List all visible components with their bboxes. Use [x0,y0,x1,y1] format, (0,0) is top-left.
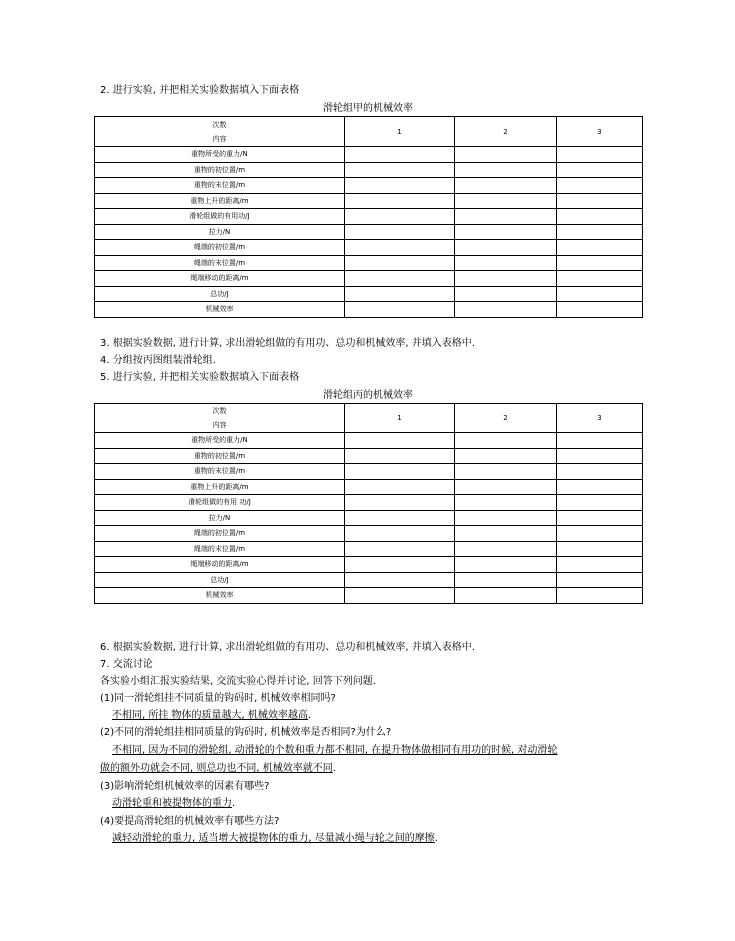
answer-4-period: . [434,833,438,844]
empty-data-cell [557,147,643,163]
empty-data-cell [557,495,643,511]
empty-data-cell [557,193,643,209]
table-header-row [95,404,643,433]
column-header-1: 1 [345,404,455,433]
empty-data-cell [557,526,643,542]
answer-1-line [100,709,311,722]
table-row [95,433,643,449]
table-row [95,448,643,464]
empty-data-cell [345,240,455,256]
table-row [95,541,643,557]
row-label: 绳端移动的距离/m [95,271,345,287]
empty-data-cell [557,572,643,588]
empty-data-cell [345,302,455,318]
answer-3: 动滑轮重和被提物体的重力 [112,798,232,809]
empty-data-cell [345,286,455,302]
empty-data-cell [345,147,455,163]
empty-data-cell [345,255,455,271]
empty-data-cell [557,271,643,287]
row-label: 滑轮组做的有用 功/J [95,495,345,511]
table-b-caption: 滑轮组丙的机械效率 [323,390,413,401]
column-header-3: 3 [557,404,643,433]
empty-data-cell [345,448,455,464]
empty-data-cell [455,147,557,163]
step-7-text: 7. 交流讨论 [100,659,153,670]
table-row [95,255,643,271]
empty-data-cell [345,162,455,178]
answer-4: 减轻动滑轮的重力, 适当增大被提物体的重力, 尽量减小绳与轮之间的摩擦 [112,833,435,844]
step-3-text: 3. 根据实验数据, 进行计算, 求出滑轮组做的有用功、总功和机械效率, 并填入表格中. [100,338,475,349]
table-row [95,286,643,302]
empty-data-cell [557,286,643,302]
question-4: (4)要提高滑轮组的机械效率有哪些方法? [100,816,280,827]
empty-data-cell [455,433,557,449]
table-row [95,224,643,240]
empty-data-cell [455,178,557,194]
step-4-text: 4. 分组按丙图组装滑轮组. [100,355,216,366]
row-label: 重物的初位置/m [95,448,345,464]
header-cell [95,404,345,433]
empty-data-cell [455,302,557,318]
table-a [94,116,643,318]
table-row [95,302,643,318]
empty-data-cell [455,271,557,287]
empty-data-cell [557,224,643,240]
empty-data-cell [345,557,455,573]
question-1: (1)同一滑轮组挂不同质量的钩码时, 机械效率相同吗? [100,693,336,704]
empty-data-cell [557,255,643,271]
answer-2-part-1: 不相同, 因为不同的滑轮组, 动滑轮的个数和重力都不相同, 在提升物体做相同有用功的时候, 对动滑轮 [112,745,558,756]
answer-2-line-1 [100,744,557,757]
empty-data-cell [557,464,643,480]
header-bottom-label: 内容 [212,134,227,143]
row-label: 机械效率 [95,588,345,604]
table-row [95,209,643,225]
step-5-text: 5. 进行实验, 并把相关实验数据填入下面表格 [100,372,300,383]
row-label: 重物的初位置/m [95,162,345,178]
empty-data-cell [345,572,455,588]
answer-2-line-2 [100,762,336,775]
empty-data-cell [455,464,557,480]
row-label: 总功/J [95,572,345,588]
answer-2-period: . [332,763,336,774]
table-header-row [95,117,643,147]
column-header-2: 2 [455,404,557,433]
row-label: 拉力/N [95,510,345,526]
empty-data-cell [455,286,557,302]
empty-data-cell [345,209,455,225]
table-b [94,403,643,604]
row-label: 绳端移动的距离/m [95,557,345,573]
empty-data-cell [455,224,557,240]
header-bottom-label: 内容 [212,421,227,429]
intro-text: 各实验小组汇报实验结果, 交流实验心得并讨论, 回答下列问题. [100,676,376,687]
answer-4-line [100,832,438,845]
row-label: 重物上升的距离/m [95,479,345,495]
empty-data-cell [455,448,557,464]
table-row [95,572,643,588]
table-row [95,526,643,542]
empty-data-cell [345,433,455,449]
table-row [95,479,643,495]
table-row [95,495,643,511]
empty-data-cell [345,510,455,526]
table-row [95,510,643,526]
row-label: 机械效率 [95,302,345,318]
answer-3-line [100,797,235,810]
empty-data-cell [557,479,643,495]
empty-data-cell [455,588,557,604]
empty-data-cell [455,495,557,511]
row-label: 绳端的末位置/m [95,255,345,271]
empty-data-cell [345,224,455,240]
empty-data-cell [455,162,557,178]
table-row [95,162,643,178]
empty-data-cell [455,255,557,271]
question-3: (3)影响滑轮组机械效率的因素有哪些? [100,781,270,792]
empty-data-cell [557,178,643,194]
row-label: 绳端的初位置/m [95,240,345,256]
empty-data-cell [345,178,455,194]
row-label: 重物所受的重力/N [95,147,345,163]
column-header-2: 2 [455,117,557,147]
table-row [95,193,643,209]
step-2-text: 2. 进行实验, 并把相关实验数据填入下面表格 [100,85,300,96]
empty-data-cell [455,193,557,209]
empty-data-cell [345,271,455,287]
header-top-label: 次数 [212,407,227,415]
empty-data-cell [455,479,557,495]
row-label: 重物的末位置/m [95,178,345,194]
empty-data-cell [455,240,557,256]
empty-data-cell [345,479,455,495]
row-label: 拉力/N [95,224,345,240]
row-label: 绳端的初位置/m [95,526,345,542]
table-row [95,147,643,163]
row-label: 总功/J [95,286,345,302]
row-label: 绳端的末位置/m [95,541,345,557]
table-row [95,178,643,194]
empty-data-cell [557,588,643,604]
empty-data-cell [557,162,643,178]
table-row [95,240,643,256]
empty-data-cell [345,588,455,604]
table-a-caption: 滑轮组甲的机械效率 [323,103,413,114]
empty-data-cell [557,433,643,449]
row-label: 重物所受的重力/N [95,433,345,449]
empty-data-cell [345,495,455,511]
header-top-label: 次数 [212,120,227,129]
table-row [95,588,643,604]
empty-data-cell [557,448,643,464]
empty-data-cell [455,510,557,526]
empty-data-cell [557,541,643,557]
table-row [95,557,643,573]
empty-data-cell [455,526,557,542]
empty-data-cell [557,510,643,526]
header-cell [95,117,345,147]
row-label: 重物上升的距离/m [95,193,345,209]
answer-1: 不相同, 所挂 物体的质量越大, 机械效率越高 [112,710,308,721]
row-label: 重物的末位置/m [95,464,345,480]
question-2: (2)不同的滑轮组挂相同质量的钩码时, 机械效率是否相同?为什么? [100,727,392,738]
empty-data-cell [557,209,643,225]
column-header-3: 3 [557,117,643,147]
answer-2-part-2: 做的额外功就会不同, 则总功也不同, 机械效率就不同 [100,763,333,774]
empty-data-cell [557,302,643,318]
empty-data-cell [557,240,643,256]
table-row [95,464,643,480]
row-label: 滑轮组做的有用功/J [95,209,345,225]
step-6-text: 6. 根据实验数据, 进行计算, 求出滑轮组做的有用功、总功和机械效率, 并填入表格中. [100,642,475,653]
answer-3-period: . [232,798,236,809]
empty-data-cell [345,526,455,542]
empty-data-cell [557,557,643,573]
empty-data-cell [455,541,557,557]
empty-data-cell [345,541,455,557]
empty-data-cell [345,193,455,209]
empty-data-cell [455,209,557,225]
column-header-1: 1 [345,117,455,147]
empty-data-cell [345,464,455,480]
empty-data-cell [455,557,557,573]
answer-1-period: . [307,710,312,721]
table-row [95,271,643,287]
empty-data-cell [455,572,557,588]
